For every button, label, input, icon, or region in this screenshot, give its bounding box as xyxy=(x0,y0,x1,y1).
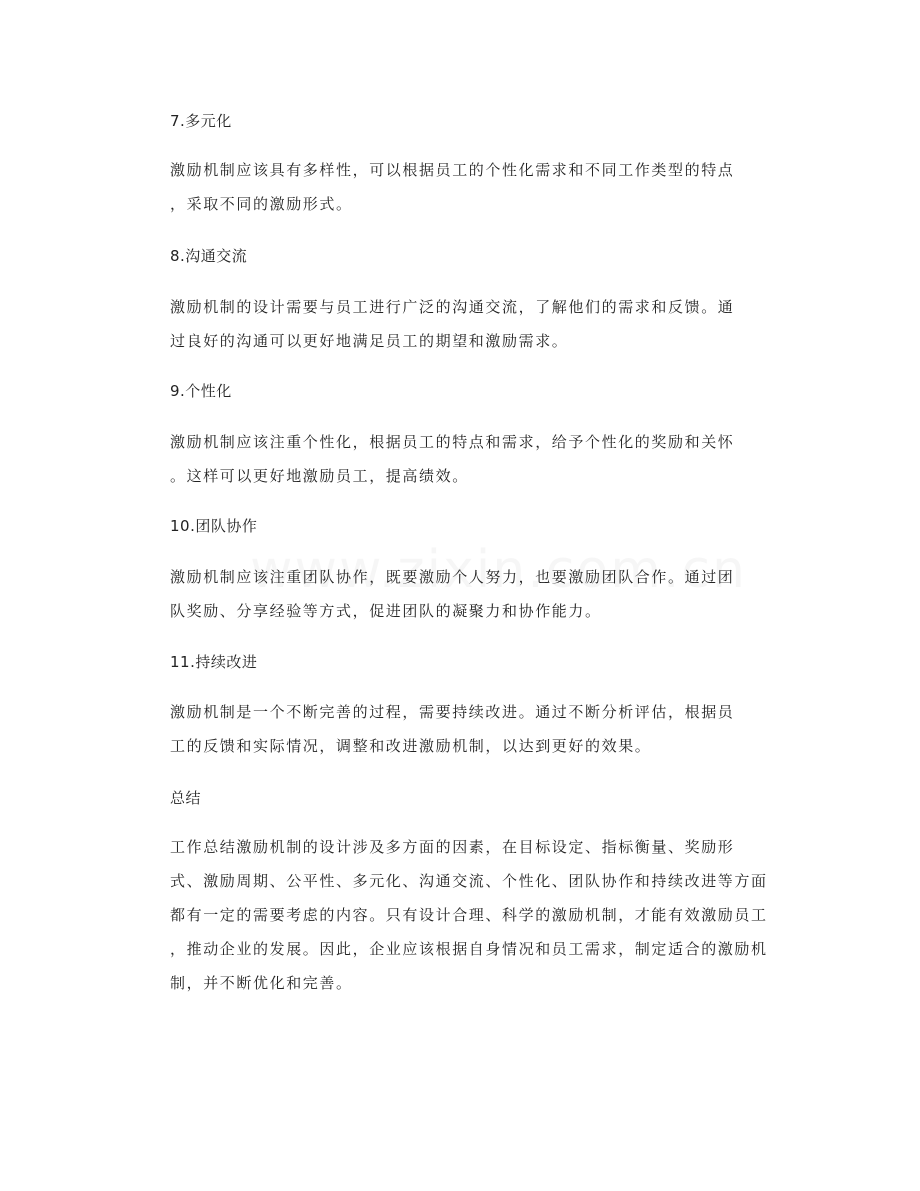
section-paragraph-9 xyxy=(170,425,790,493)
paragraph-line: 激励机制是一个不断完善的过程，需要持续改进。通过不断分析评估，根据员 xyxy=(170,703,735,721)
paragraph-line: ，采取不同的激励形式。 xyxy=(170,195,353,213)
section-heading-11: 11.持续改进 xyxy=(170,653,258,671)
section-paragraph-10 xyxy=(170,560,790,628)
paragraph-line: 式、激励周期、公平性、多元化、沟通交流、个性化、团队协作和持续改进等方面 xyxy=(170,872,768,890)
paragraph-line: 激励机制的设计需要与员工进行广泛的沟通交流，了解他们的需求和反馈。通 xyxy=(170,298,735,316)
section-heading-8: 8.沟通交流 xyxy=(170,247,248,265)
section-heading-9: 9.个性化 xyxy=(170,382,232,400)
section-paragraph-7 xyxy=(170,153,790,221)
paragraph-line: 激励机制应该注重个性化，根据员工的特点和需求，给予个性化的奖励和关怀 xyxy=(170,433,735,451)
section-heading-7: 7.多元化 xyxy=(170,112,232,130)
paragraph-line: 。这样可以更好地激励员工，提高绩效。 xyxy=(170,467,469,485)
section-heading-10: 10.团队协作 xyxy=(170,517,258,535)
paragraph-line: 激励机制应该具有多样性，可以根据员工的个性化需求和不同工作类型的特点 xyxy=(170,161,735,179)
section-paragraph-8 xyxy=(170,290,790,358)
section-paragraph-11 xyxy=(170,695,790,763)
paragraph-line: 制，并不断优化和完善。 xyxy=(170,974,353,992)
paragraph-line: 都有一定的需要考虑的内容。只有设计合理、科学的激励机制，才能有效激励员工 xyxy=(170,906,768,924)
paragraph-line: 工作总结激励机制的设计涉及多方面的因素，在目标设定、指标衡量、奖励形 xyxy=(170,838,735,856)
summary-paragraph xyxy=(170,830,790,1000)
paragraph-line: 过良好的沟通可以更好地满足员工的期望和激励需求。 xyxy=(170,332,569,350)
summary-heading: 总结 xyxy=(170,789,202,807)
paragraph-line: 队奖励、分享经验等方式，促进团队的凝聚力和协作能力。 xyxy=(170,602,602,620)
paragraph-line: 激励机制应该注重团队协作，既要激励个人努力，也要激励团队合作。通过团 xyxy=(170,568,735,586)
paragraph-line: ，推动企业的发展。因此，企业应该根据自身情况和员工需求，制定适合的激励机 xyxy=(170,940,768,958)
paragraph-line: 工的反馈和实际情况，调整和改进激励机制，以达到更好的效果。 xyxy=(170,737,652,755)
